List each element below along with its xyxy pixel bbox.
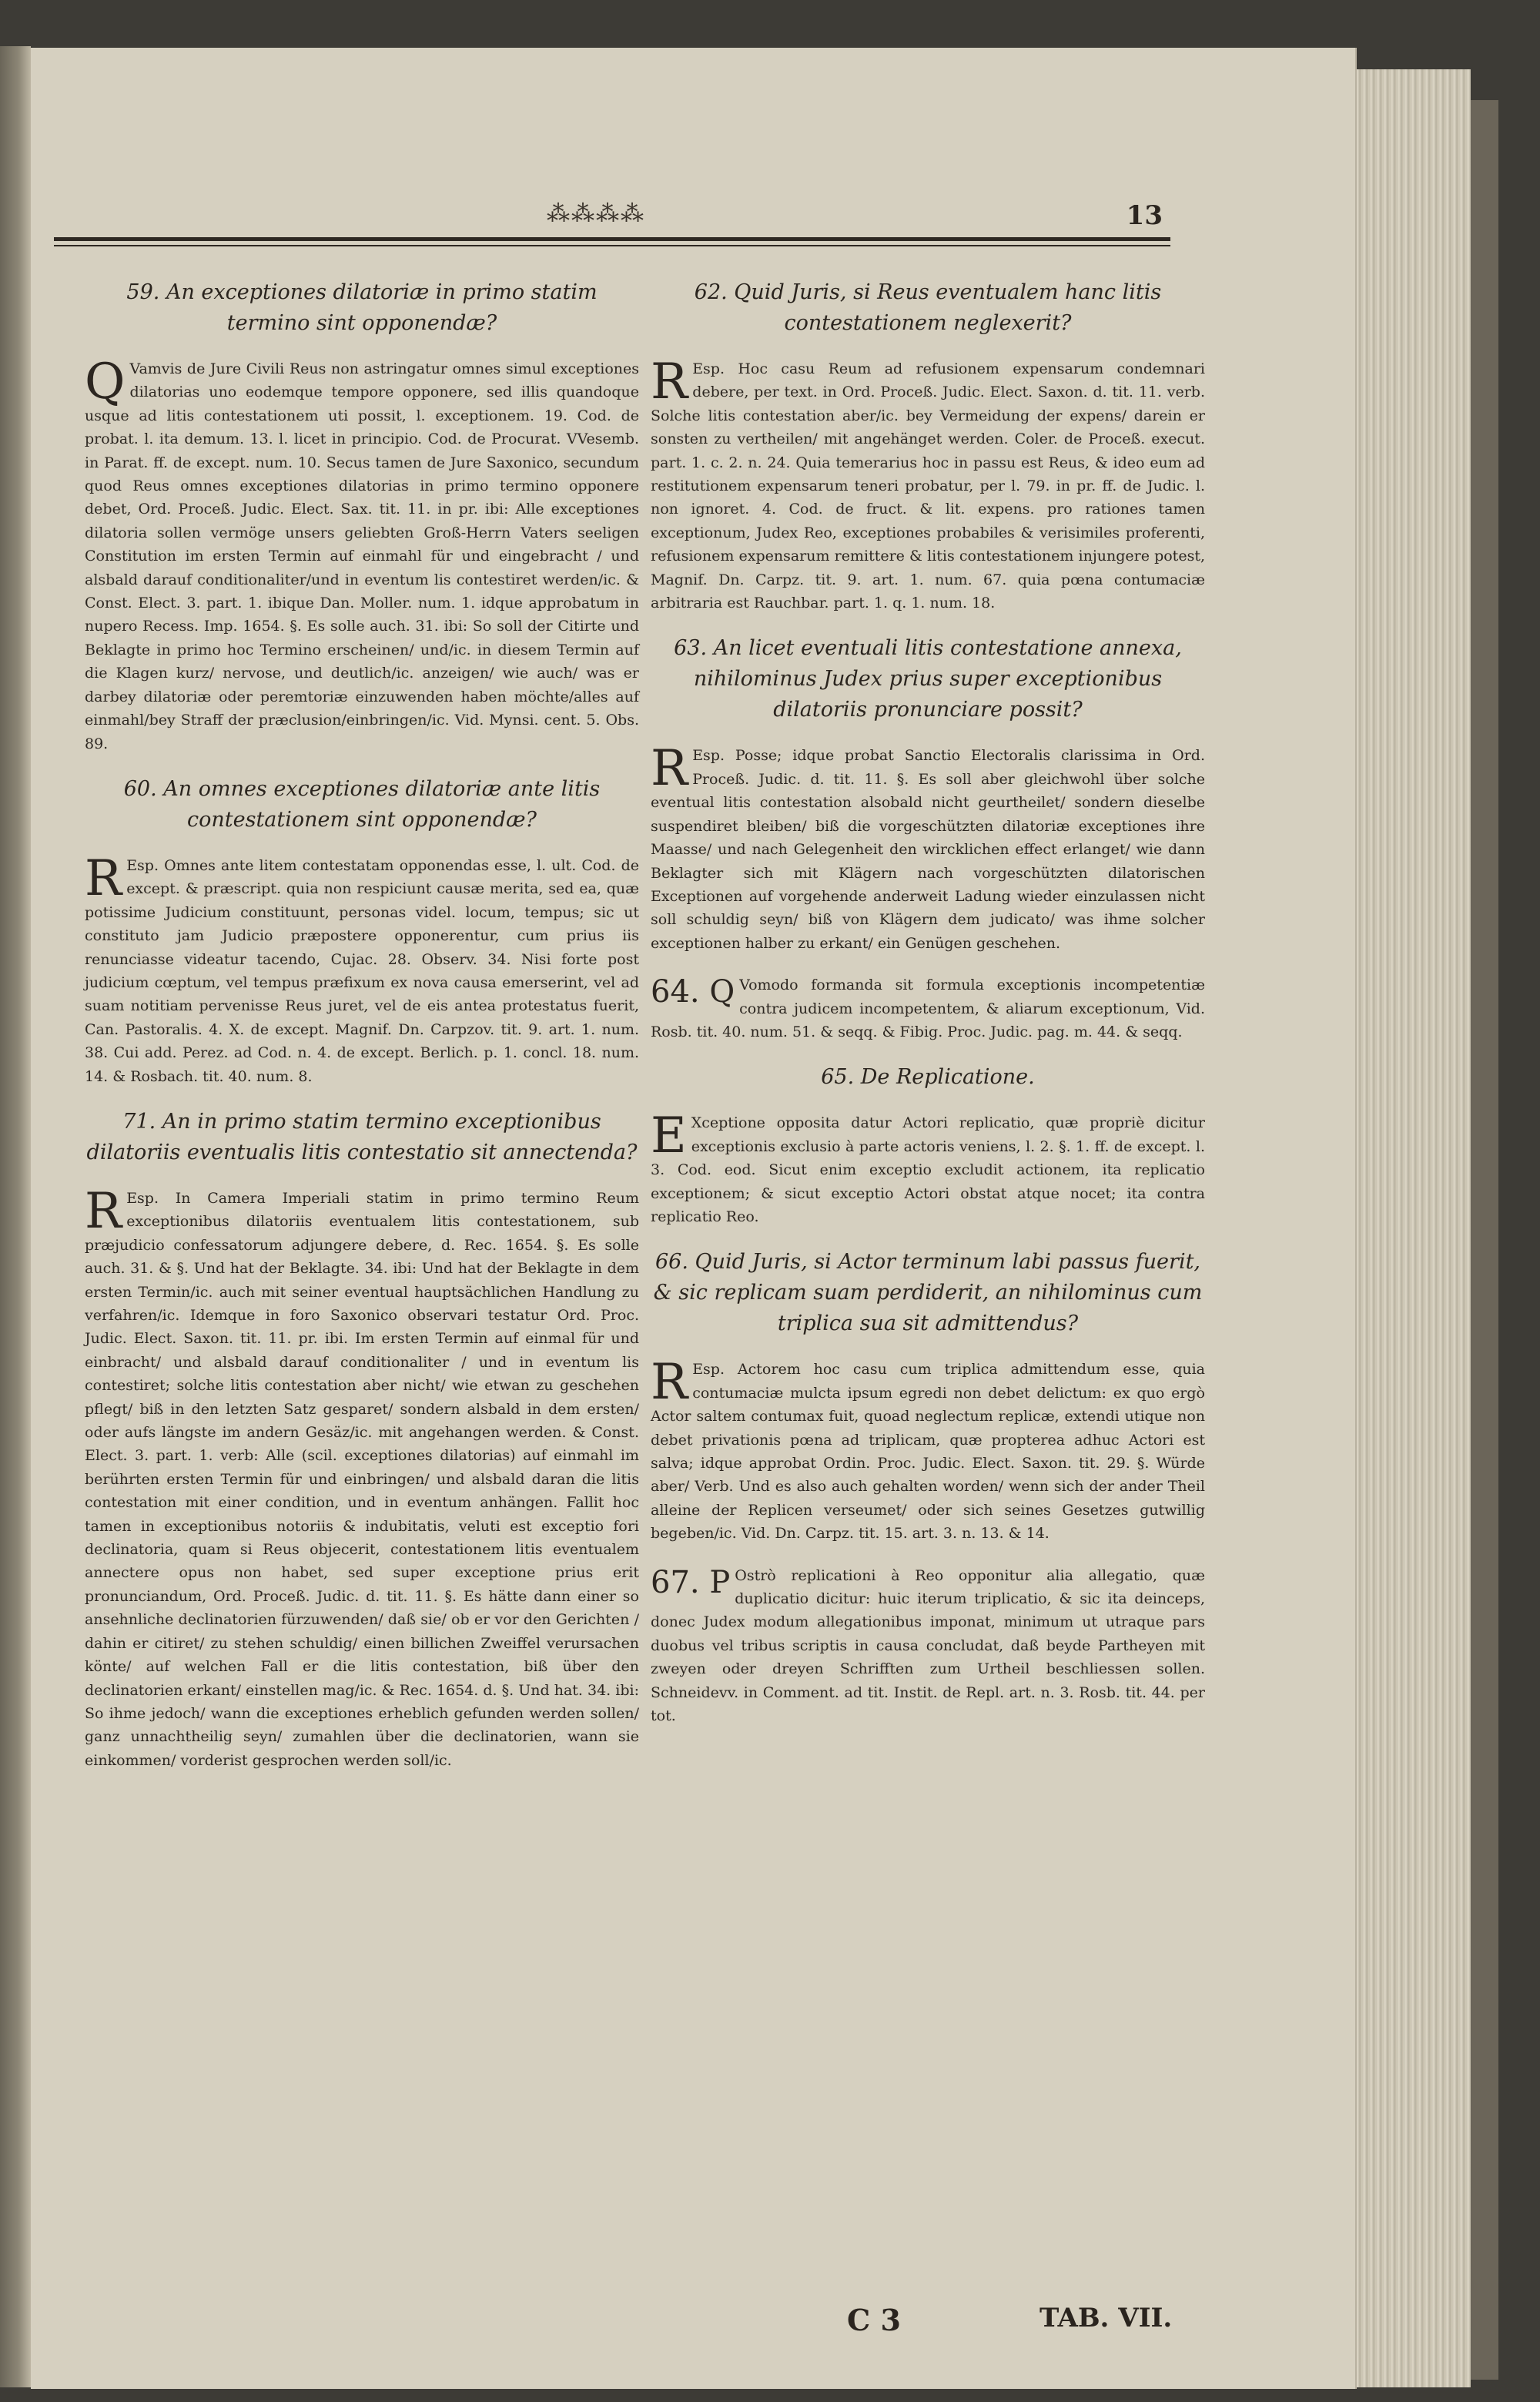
section-text [651, 1564, 1205, 1728]
section-62 [651, 277, 1205, 615]
section-heading: 71. An in primo statim termino exceptionibus dilatoriis eventualis litis contestatio sit annectenda? [86, 1109, 638, 1164]
book-cover-edge [1471, 100, 1498, 2380]
section-text [651, 1107, 1205, 1228]
header-rule-thin [54, 245, 1170, 246]
header-ornament: ⁂⁂⁂⁂ [547, 200, 645, 227]
section-heading: 60. An omnes exceptiones dilatoriæ ante litis contestationem sint opponendæ? [123, 776, 601, 832]
drop-cap: 64. Q [651, 974, 735, 1010]
section-text [651, 973, 1205, 1044]
section-heading: 63. An licet eventuali litis contestatione annexa, nihilominus Judex prius super exceptionibus dilatoriis pronunciare possit? [674, 636, 1182, 722]
drop-cap: E [651, 1107, 687, 1165]
section-body: Esp. Posse; idque probat Sanctio Electoralis clarissima in Ord. Proceß. Judic. d. tit. 11. §. Es soll aber gleichwohl über solche eventual litis contestation alsobald nicht geurtheilet/ sondern dieselbe suspendiret bleiben/ biß die vorgeschützten dilatoriæ exceptiones ihre Maasse/ und nach Gelegenheit den wircklichen effect erlanget/ wie dann Beklagter sich mit Klägern nach vorgeschützten dilatorischen Exceptionen auf vorgehende anderweit Ladung wieder einzulassen nicht soll schuldig seyn/ biß von Klägern dem judicato/ was ihme solcher exceptionen halber zu erkant/ ein Genügen geschehen. [651, 747, 1205, 952]
section-heading: 59. An exceptiones dilatoriæ in primo statim termino sint opponendæ? [126, 280, 598, 335]
section-body: Esp. In Camera Imperiali statim in primo termino Reum exceptionibus dilatoriis eventualem litis contestationem, sub præjudicio confessatorum adjungere debere, d. Rec. 1654. §. Es solle auch. 31. & §. Und hat der Beklagte. 34. ibi: Und hat der Beklagte in dem ersten Termin/ic. auch mit seiner eventual hauptsächlichen Handlung zu verfahren/ic. Idemque in foro Saxonico observari testatur Ord. Proc. Judic. Elect. Saxon. tit. 11. pr. ibi. Im ersten Termin auf einmal für und einbracht/ und alsbald darauf conditionaliter / und in eventum lis contestiret; solche litis contestation aber nicht/ wie etwan zu geschehen pflegt/ biß in den letzten Satz gesparet/ sondern alsbald in dem ersten/ oder aufs längste im andern Gesäz/ic. mit angehangen werden. & Const. Elect. 3. part. 1. verb: Alle (scil. exceptiones dilatorias) auf einmahl im berührten ersten Termin für und einbringen/ und alsbald daran die litis contestation mit einer condition, und in eventum anhängen. Fallit hoc tamen in exceptionibus notoriis & indubitatis, veluti est exceptio fori declinatoria, quam si Reus objecerit, contestationem litis eventualem annectere opus non habet, sed super exceptione prius erit pronunciandum, Ord. Proceß. Judic. d. tit. 11. §. Es hätte dann einer so ansehnliche declinatorien fürzuwenden/ daß sie/ ob er vor den Gerichten / dahin er citiret/ zu stehen schuldig/ einen billichen Zweiffel verursachen könte/ auf welchen Fall er die litis contestation, biß über den declinatorien erkant/ einstellen mag/ic. & Rec. 1654. d. §. Und hat. 34. ibi: So ihme jedoch/ wann die exceptiones erheblich gefunden werden sollen/ ganz unnachtheilig seyn/ zumahlen über die declinatorien, wann sie einkommen/ vorderist gesprochen werden soll/ic. [85, 1189, 639, 1769]
drop-cap: R [651, 1354, 688, 1412]
section-heading: 66. Quid Juris, si Actor terminum labi passus fuerit, & sic replicam suam perdiderit, an nihilominus cum triplica sua sit admittendus? [653, 1250, 1203, 1336]
section-text [85, 353, 639, 755]
section-text [651, 740, 1205, 955]
section-60 [85, 774, 639, 1088]
signature-mark: C 3 [847, 2303, 901, 2337]
book-spine [0, 46, 31, 2387]
section-body: Vamvis de Jure Civili Reus non astringatur omnes simul exceptiones dilatorias uno eodemque tempore opponere, sed illis quandoque usque ad litis contestationem uti possit, l. exceptionem. 19. Cod. de probat. l. ita demum. 13. l. licet in principio. Cod. de Procurat. VVesemb. in Parat. ff. de except. num. 10. Secus tamen de Jure Saxonico, secundum quod Reus omnes exceptiones dilatorias in primo termino opponere debet, Ord. Proceß. Judic. Elect. Sax. tit. 11. in pr. ibi: Alle exceptiones dilatoria sollen vermöge unsers geliebten Groß-Herrn Vaters seeligen Constitution im ersten Termin auf einmahl für und eingebracht / und alsbald darauf conditionaliter/und in eventum lis contestiret werden/ic. & Const. Elect. 3. part. 1. ibique Dan. Moller. num. 1. idque approbatum in nupero Recess. Imp. 1654. §. Es solle auch. 31. ibi: So soll der Citirte und Beklagte in primo hoc Termino erscheinen/ und/ic. in diesem Termin auf die Klagen kurz/ nervose, und deutlich/ic. anzeigen/ wie auch/ was er darbey dilatoriæ oder peremtoriæ einzuwenden haben möchte/alles auf einmahl/bey Straff der præclusion/einbringen/ic. Vid. Mynsi. cent. 5. Obs. 89. [85, 360, 639, 752]
drop-cap: R [651, 740, 688, 798]
page-edges [1355, 69, 1471, 2387]
left-column [85, 270, 639, 1791]
section-text [85, 1182, 639, 1772]
drop-cap: R [85, 849, 122, 907]
drop-cap: Q [85, 353, 126, 410]
section-text [85, 849, 639, 1088]
drop-cap: R [85, 1182, 122, 1240]
section-body: Ostrò replicationi à Reo opponitur alia allegatio, quæ duplicatio dicitur: huic iterum triplicatio, & sic ita deinceps, donec Judex modum allegationibus imponat, minimum ut utraque pars duobus vel tribus scriptis in causa concludat, daß beyde Partheyen mit zweyen oder dreyen Schrifften zum Urtheil beschliessen sollen. Schneidevv. in Comment. ad tit. Instit. de Repl. art. n. 3. Rosb. tit. 44. per tot. [651, 1566, 1205, 1725]
section-body: Vomodo formanda sit formula exceptionis incompetentiæ contra judicem incompetentem, & aliarum exceptionum, Vid. Rosb. tit. 40. num. 51. & seqq. & Fibig. Proc. Judic. pag. m. 44. & seqq. [651, 977, 1205, 1040]
section-body: Xceptione opposita datur Actori replicatio, quæ propriè dicitur exceptionis exclusio à parte actoris veniens, l. 2. §. 1. ff. de except. l. 3. Cod. eod. Sicut enim exceptio excludit actionem, ita replicatio exceptionem; & sicut exceptio Actori obstat atque nocet; ita contra replicatio Reo. [651, 1114, 1205, 1225]
section-64 [651, 973, 1205, 1044]
page-header [54, 200, 1170, 270]
section-heading: 62. Quid Juris, si Reus eventualem hanc litis contestationem neglexerit? [694, 280, 1162, 335]
section-59 [85, 277, 639, 755]
section-66 [651, 1247, 1205, 1545]
drop-cap: R [651, 353, 688, 410]
header-rule [54, 237, 1170, 241]
section-body: Esp. Hoc casu Reum ad refusionem expensarum condemnari debere, per text. in Ord. Proceß. Judic. Elect. Saxon. d. tit. 11. verb. Solche litis contestation aber/ic. bey Vermeidung der expens/ darein er sonsten zu vertheilen/ mit angehänget werden. Coler. de Proceß. execut. part. 1. c. 2. n. 24. Quia temerarius hoc in passu est Reus, & ideo eum ad restitutionem expensarum teneri probatur, per l. 79. in pr. ff. de Judic. l. non ignoret. 4. Cod. de fruct. & lit. expens. pro rationes tamen exceptionum, Judex Reo, exceptiones probabiles & verisimiles proferenti, refusionem expensarum remittere & litis contestationem injungere potest, Magnif. Dn. Carpz. tit. 9. art. 1. num. 67. quia pœna contumaciæ arbitraria est Rauchbar. part. 1. q. 1. num. 18. [651, 360, 1205, 612]
right-column [651, 270, 1205, 1746]
section-67 [651, 1564, 1205, 1728]
catchword: TAB. VII. [1040, 2303, 1173, 2333]
section-text [651, 1354, 1205, 1545]
drop-cap: 67. P [651, 1564, 731, 1600]
section-heading: 65. De Replicatione. [821, 1065, 1035, 1090]
page-number: 13 [1126, 200, 1163, 231]
section-body: Esp. Actorem hoc casu cum triplica admittendum esse, quia contumaciæ mulcta ipsum egredi non debet delictum: ex quo ergò Actor saltem contumax fuit, quoad neglectum replicæ, extendi utique non debet privationis pœna ad triplicam, quæ propterea adhuc Actori est salva; idque approbat Ordin. Proc. Judic. Elect. Saxon. tit. 29. §. Würde aber/ Verb. Und es also auch gehalten worden/ wenn sich der ander Theil alleine der Replicen verseumet/ oder sich seines Gesetzes gutwillig begeben/ic. Vid. Dn. Carpz. tit. 15. art. 3. n. 13. & 14. [651, 1361, 1205, 1543]
section-71 [85, 1107, 639, 1772]
section-text [651, 353, 1205, 615]
section-63 [651, 633, 1205, 955]
section-65 [651, 1062, 1205, 1228]
section-body: Esp. Omnes ante litem contestatam opponendas esse, l. ult. Cod. de except. & præscript. quia non respiciunt causæ merita, sed ea, quæ potissime Judicium constituunt, personas videl. locum, tempus; sic ut constituto jam Judicio præpostere opponerentur, cum prius iis renunciasse videatur tacendo, Cujac. 28. Observ. 34. Nisi forte post judicium cœptum, vel tempus præfixum ex nova causa emerserint, vel ad suam notitiam pervenisse Reus juret, vel de eis antea protestatus fuerit, Can. Pastoralis. 4. X. de except. Magnif. Dn. Carpzov. tit. 9. art. 1. num. 38. Cui add. Perez. ad Cod. n. 4. de except. Berlich. p. 1. concl. 18. num. 14. & Rosbach. tit. 40. num. 8. [85, 856, 639, 1085]
